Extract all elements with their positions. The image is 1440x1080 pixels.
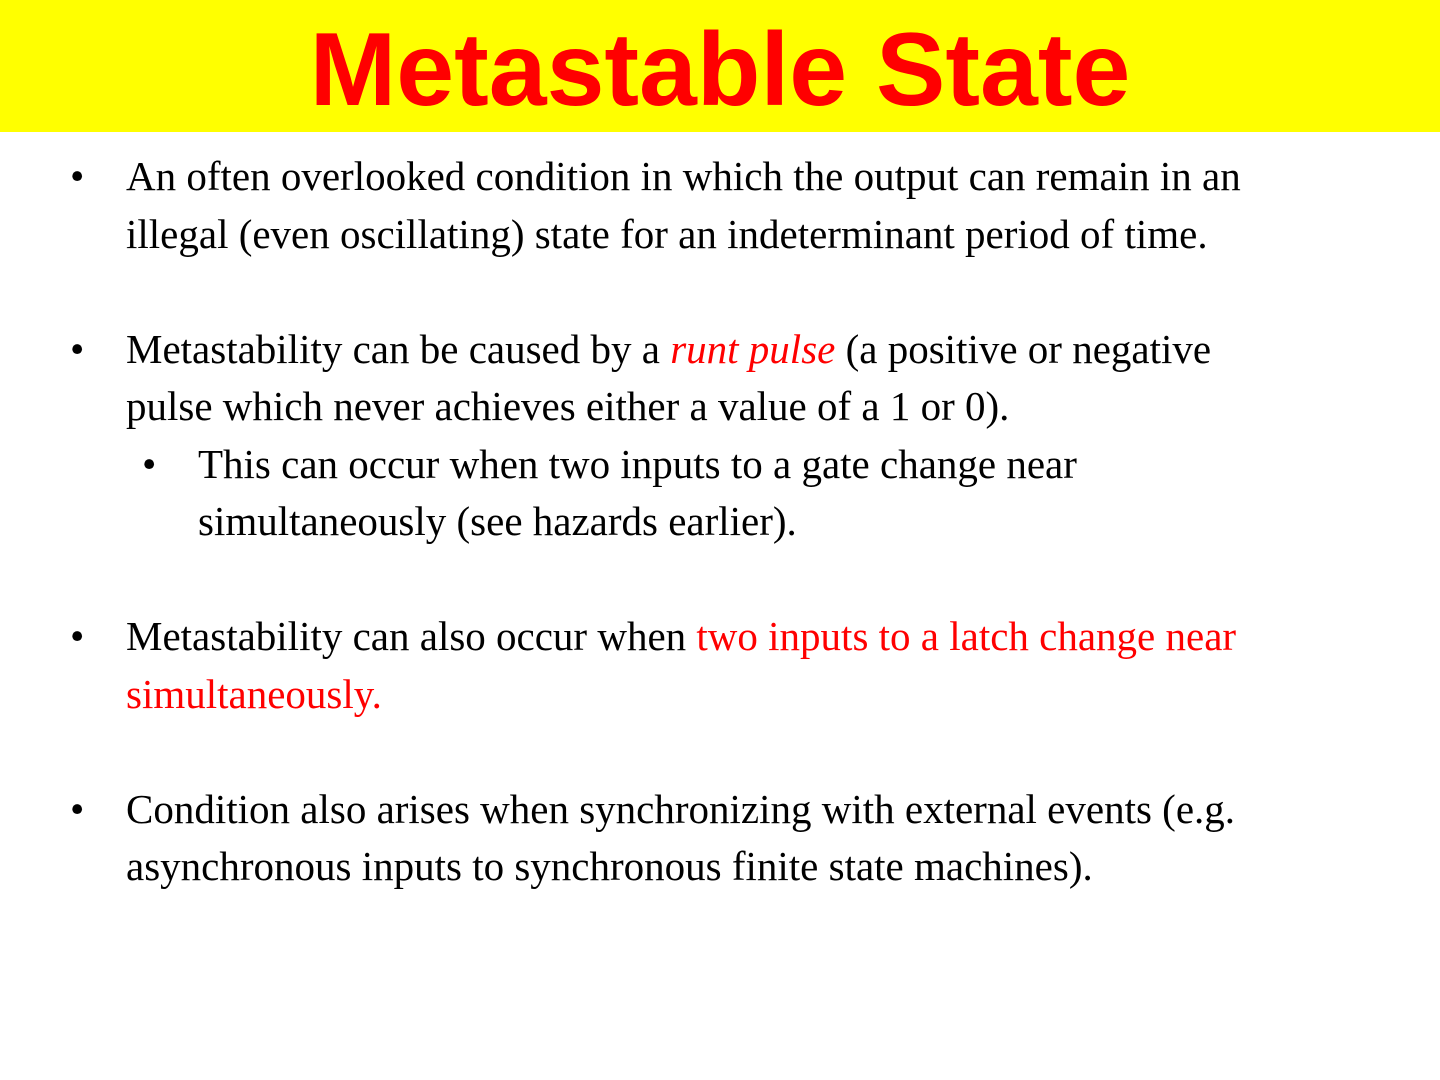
bullet-icon: • — [70, 613, 85, 659]
bullet-item-overlooked-condition — [70, 148, 1290, 263]
bullet-text: Metastability can be caused by a — [126, 325, 671, 372]
bullet-item-runt-pulse — [70, 321, 1290, 436]
slide-title: Metastable State — [309, 12, 1131, 128]
latch-inputs-emphasis: two inputs to a latch change near simultaneously. — [126, 613, 1237, 717]
spacer — [70, 551, 1290, 609]
runt-pulse-emphasis: runt pulse — [670, 325, 836, 372]
sub-bullet-item-gate-inputs — [70, 436, 1290, 551]
sub-bullet-text: This can occur when two inputs to a gate change near simultaneously (see hazards earlier). — [198, 440, 1077, 544]
bullet-text: An often overlooked condition in which the output can remain in an illegal (even oscillating) state for an indeterminant period of time. — [126, 153, 1241, 257]
bullet-icon: • — [70, 153, 85, 199]
bullet-text: Condition also arises when synchronizing with external events (e.g. asynchronous inputs to synchronous finite state machines). — [126, 785, 1236, 889]
bullet-icon: • — [70, 325, 85, 372]
bullet-text: (a positive or negative pulse which never achieves either a value of a 1 or 0). — [126, 325, 1212, 429]
bullet-text: Metastability can also occur when — [126, 613, 697, 659]
slide-body — [70, 148, 1290, 896]
bullet-icon: • — [70, 785, 85, 832]
spacer — [70, 723, 1290, 781]
spacer — [70, 263, 1290, 321]
bullet-item-external-events — [70, 781, 1290, 896]
bullet-item-latch-inputs — [70, 608, 1290, 723]
bullet-icon: • — [142, 440, 157, 487]
